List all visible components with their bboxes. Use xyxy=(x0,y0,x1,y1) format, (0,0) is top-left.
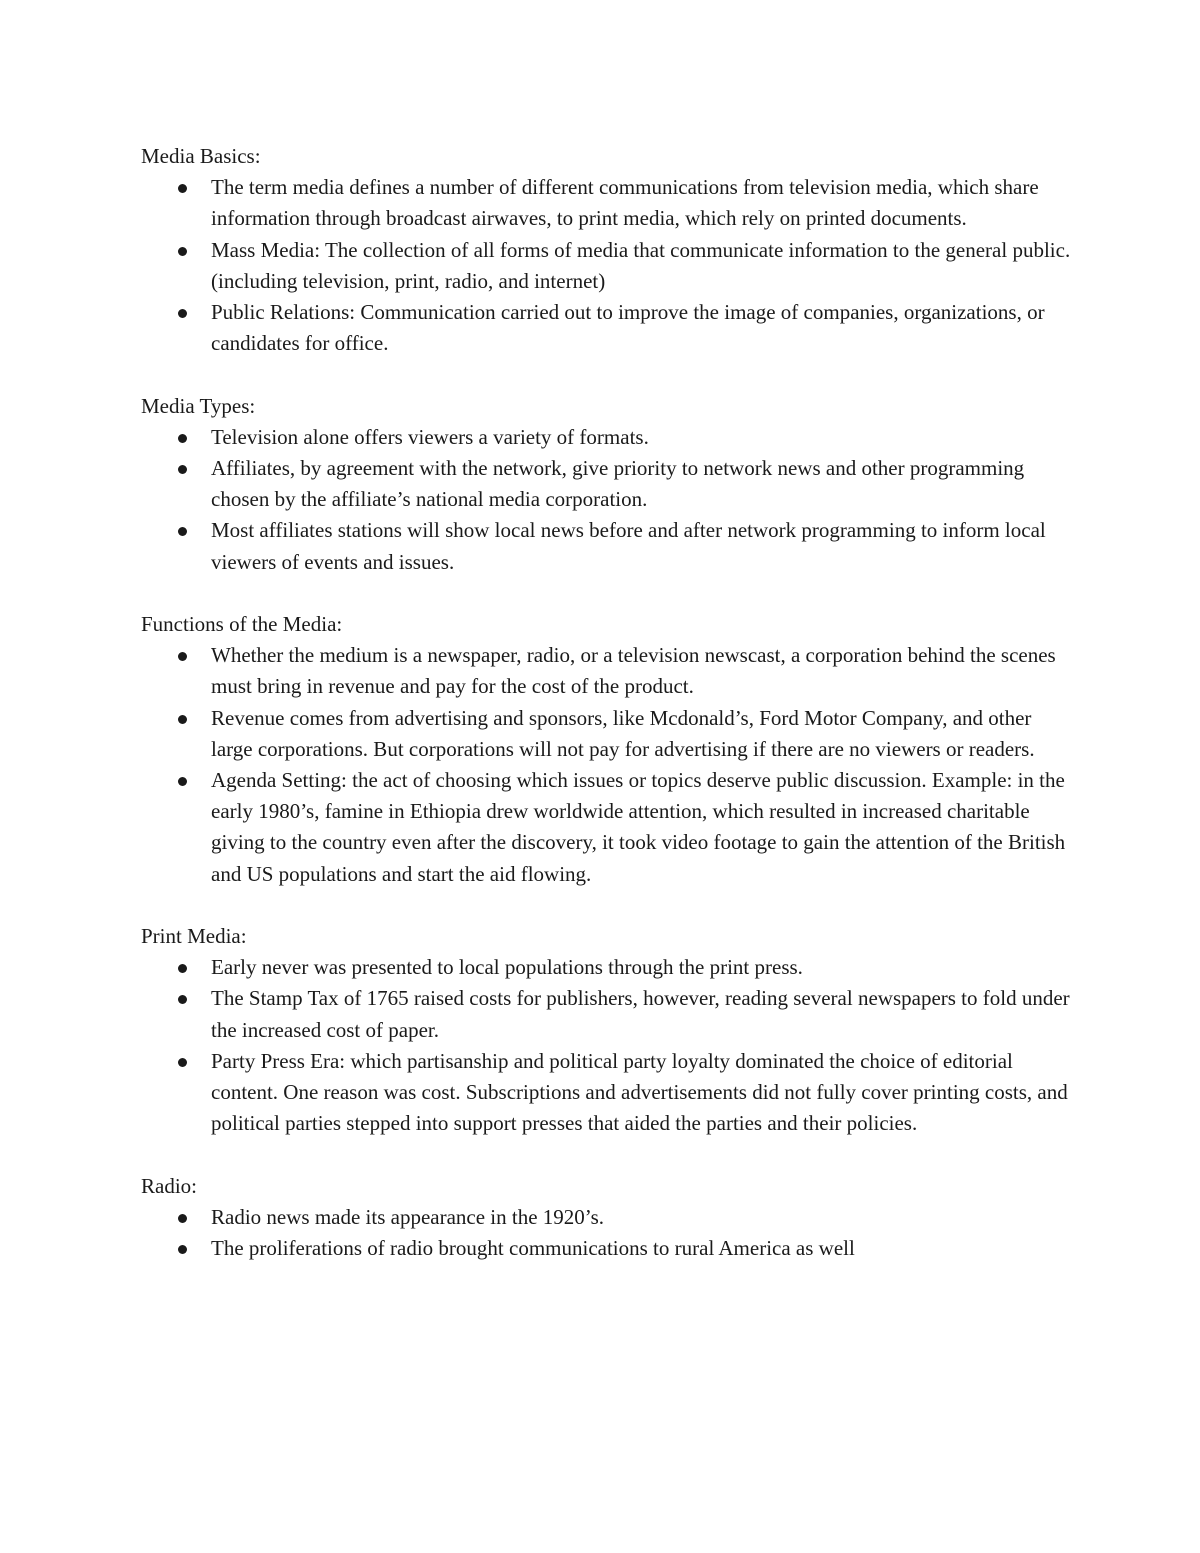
list-item xyxy=(211,1233,1071,1264)
section-heading: Radio: xyxy=(141,1173,197,1198)
bullet-icon xyxy=(178,247,187,256)
bullet-icon xyxy=(178,309,187,318)
list-item-text: Agenda Setting: the act of choosing which issues or topics deserve public discussion. Example: in the early 1980’s, famine in Ethiopia drew worldwide attention, which resulted in increased charitable giving to the country even after the discovery, it took video footage to gain the attention of the British and US populations and start the aid flowing. xyxy=(211,768,1066,886)
bullet-icon xyxy=(178,184,187,193)
section-radio xyxy=(141,1171,1071,1265)
bullet-icon xyxy=(178,1245,187,1254)
list-item-text: Television alone offers viewers a variety of formats. xyxy=(211,424,649,449)
list-item xyxy=(211,1046,1071,1140)
list-item-text: Mass Media: The collection of all forms of media that communicate information to the general public. (including television, print, radio, and internet) xyxy=(211,237,1071,293)
bullet-icon xyxy=(178,964,187,973)
list-item-text: The Stamp Tax of 1765 raised costs for publishers, however, reading several newspapers to fold under the increased cost of paper. xyxy=(211,986,1070,1042)
section-print-media xyxy=(141,921,1071,1139)
list-item-text: Affiliates, by agreement with the network, give priority to network news and other programming chosen by the affiliate’s national media corporation. xyxy=(211,456,1025,512)
list-item xyxy=(211,297,1071,359)
list-item xyxy=(211,1202,1071,1233)
list-item-text: Radio news made its appearance in the 1920’s. xyxy=(211,1204,605,1229)
section-media-basics xyxy=(141,141,1071,359)
list-item xyxy=(211,765,1071,890)
list-item-text: The term media defines a number of different communications from television media, which share information through broadcast airwaves, to print media, which rely on printed documents. xyxy=(211,175,1039,231)
list-item xyxy=(211,422,1071,453)
list-item-text: Public Relations: Communication carried out to improve the image of companies, organizations, or candidates for office. xyxy=(211,300,1045,356)
bullet-list xyxy=(141,422,1071,578)
list-item-text: Most affiliates stations will show local news before and after network programming to inform local viewers of events and issues. xyxy=(211,518,1046,574)
list-item xyxy=(211,952,1071,983)
bullet-icon xyxy=(178,995,187,1004)
section-functions-of-media xyxy=(141,609,1071,890)
list-item-text: Early never was presented to local populations through the print press. xyxy=(211,955,803,980)
bullet-list xyxy=(141,1202,1071,1264)
list-item xyxy=(211,515,1071,577)
section-heading: Media Basics: xyxy=(141,144,261,168)
list-item-text: Party Press Era: which partisanship and political party loyalty dominated the choice of editorial content. One reason was cost. Subscriptions and advertisements did not fully cover printing costs, and political parties stepped into support presses that aided the parties and their policies. xyxy=(211,1048,1068,1136)
list-item xyxy=(211,172,1071,234)
section-media-types xyxy=(141,391,1071,578)
section-heading: Print Media: xyxy=(141,924,247,949)
list-item xyxy=(211,640,1071,702)
bullet-icon xyxy=(178,777,187,786)
document-body xyxy=(141,141,1071,1295)
section-heading: Functions of the Media: xyxy=(141,612,343,637)
list-item-text: Revenue comes from advertising and sponsors, like Mcdonald’s, Ford Motor Company, and other large corporations. But corporations will not pay for advertising if there are no viewers or readers. xyxy=(211,705,1035,761)
bullet-icon xyxy=(178,1214,187,1223)
bullet-icon xyxy=(178,465,187,474)
list-item-text: The proliferations of radio brought communications to rural America as well xyxy=(211,1236,855,1261)
bullet-icon xyxy=(178,652,187,661)
bullet-list xyxy=(141,172,1071,359)
bullet-icon xyxy=(178,527,187,536)
bullet-icon xyxy=(178,1058,187,1067)
list-item xyxy=(211,453,1071,515)
bullet-icon xyxy=(178,434,187,443)
list-item xyxy=(211,703,1071,765)
section-heading: Media Types: xyxy=(141,393,256,418)
bullet-list xyxy=(141,952,1071,1139)
bullet-list xyxy=(141,640,1071,890)
list-item xyxy=(211,235,1071,297)
list-item-text: Whether the medium is a newspaper, radio, or a television newscast, a corporation behind the scenes must bring in revenue and pay for the cost of the product. xyxy=(211,643,1056,699)
list-item xyxy=(211,983,1071,1045)
bullet-icon xyxy=(178,715,187,724)
